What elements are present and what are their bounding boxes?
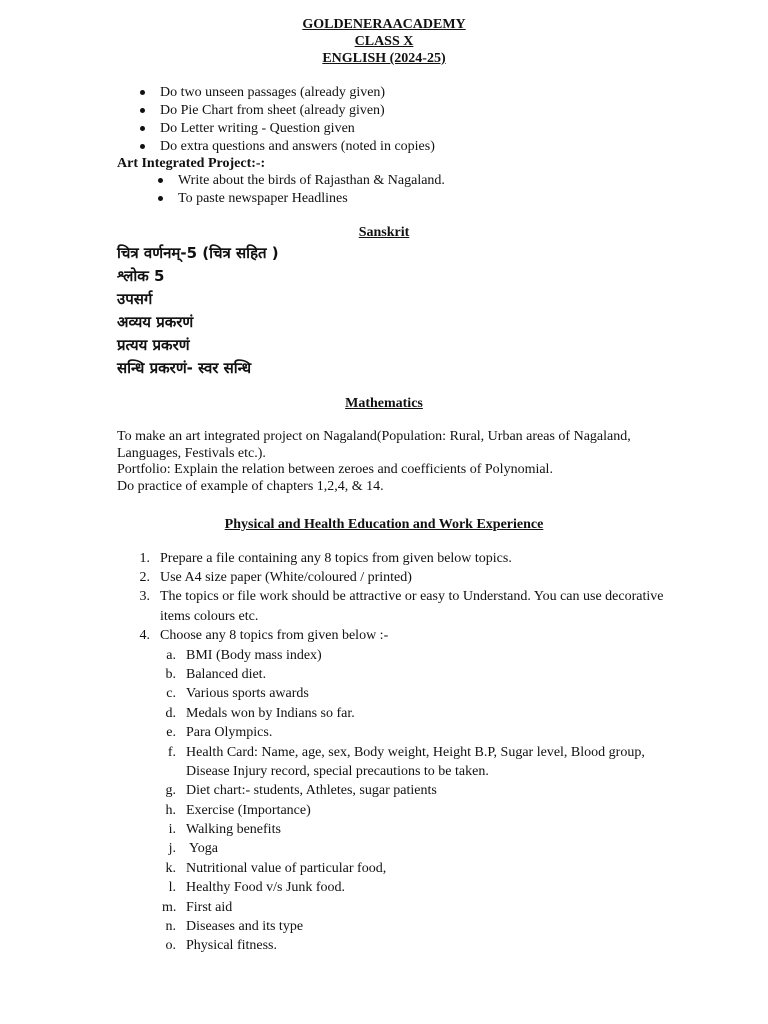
list-item: Do Pie Chart from sheet (already given) (160, 103, 385, 118)
bullet-icon (158, 196, 163, 201)
paragraph-line: Portfolio: Explain the relation between zeroes and coefficients of Polynomial. (117, 462, 553, 477)
topic-letter: j. (168, 841, 176, 856)
step-text: The topics or file work should be attractive or easy to Understand. You can use decorative (160, 589, 664, 604)
phe-heading: Physical and Health Education and Work Experience (224, 517, 544, 532)
paragraph-line: Languages, Festivals etc.). (117, 446, 266, 461)
step-number: 1. (139, 551, 150, 566)
list-item: Do two unseen passages (already given) (160, 85, 386, 100)
list-item: श्लोक 5 (117, 267, 165, 285)
step-number: 2. (139, 570, 150, 585)
topic-text: Walking benefits (186, 822, 281, 837)
bullet-icon (140, 108, 145, 113)
step-text: items colours etc. (160, 609, 259, 624)
topic-text: Balanced diet. (186, 667, 267, 682)
topic-text: BMI (Body mass index) (186, 648, 322, 663)
list-item: सन्धि प्रकरणं- स्वर सन्धि (117, 359, 252, 377)
bullet-icon (140, 90, 145, 95)
topic-text: Exercise (Importance) (186, 803, 311, 818)
topic-letter: k. (165, 861, 176, 876)
list-item: उपसर्ग (117, 290, 153, 308)
topic-letter: d. (165, 706, 176, 721)
step-text: Use A4 size paper (White/coloured / printed) (160, 570, 412, 585)
list-item: Do Letter writing - Question given (160, 121, 355, 136)
bullet-icon (140, 144, 145, 149)
list-item: प्रत्यय प्रकरणं (117, 336, 190, 354)
bullet-icon (158, 178, 163, 183)
topic-text: Disease Injury record, special precautions to be taken. (186, 764, 489, 779)
topic-text: Diet chart:- students, Athletes, sugar patients (186, 783, 437, 798)
topic-text: Nutritional value of particular food, (186, 861, 387, 876)
topic-letter: h. (165, 803, 176, 818)
topic-text: Para Olympics. (186, 725, 273, 740)
topic-letter: b. (165, 667, 176, 682)
bullet-icon (140, 126, 145, 131)
topic-text: Various sports awards (186, 686, 309, 701)
topic-text: Medals won by Indians so far. (186, 706, 355, 721)
topic-text: Health Card: Name, age, sex, Body weight, Height B.P, Sugar level, Blood group, (186, 745, 645, 760)
sanskrit-heading: Sanskrit (358, 225, 410, 240)
topic-letter: e. (166, 725, 176, 740)
topic-letter: c. (166, 686, 176, 701)
topic-letter: g. (165, 783, 176, 798)
mathematics-heading: Mathematics (345, 396, 423, 411)
paragraph-line: To make an art integrated project on Nagaland(Population: Rural, Urban areas of Nagaland, (117, 429, 631, 444)
subject-title: ENGLISH (2024-25) (322, 51, 446, 66)
topic-text: Diseases and its type (186, 919, 304, 934)
step-number: 4. (139, 628, 150, 643)
project-heading: Art Integrated Project:-: (117, 156, 266, 171)
topic-letter: f. (167, 745, 176, 760)
topic-letter: n. (165, 919, 176, 934)
list-item: To paste newspaper Headlines (178, 191, 348, 206)
topic-letter: i. (168, 822, 176, 837)
list-item: Write about the birds of Rajasthan & Nagaland. (178, 173, 445, 188)
topic-text: Yoga (186, 841, 218, 856)
topic-text: First aid (186, 900, 233, 915)
step-text: Prepare a file containing any 8 topics from given below topics. (160, 551, 512, 566)
topic-letter: o. (165, 938, 176, 953)
topic-text: Healthy Food v/s Junk food. (186, 880, 346, 895)
topic-letter: l. (168, 880, 176, 895)
list-item: Do extra questions and answers (noted in copies) (160, 139, 435, 154)
topic-text: Physical fitness. (186, 938, 277, 953)
topic-letter: a. (166, 648, 176, 663)
step-number: 3. (139, 589, 150, 604)
topic-letter: m. (162, 900, 177, 915)
list-item: चित्र वर्णनम्-5 (चित्र सहित ) (117, 244, 279, 262)
paragraph-line: Do practice of example of chapters 1,2,4, & 14. (117, 479, 384, 494)
class-title: CLASS X (354, 34, 414, 49)
list-item: अव्यय प्रकरणं (117, 313, 194, 331)
step-text: Choose any 8 topics from given below :- (160, 628, 389, 643)
school-title: GOLDENERAACADEMY (302, 17, 466, 32)
